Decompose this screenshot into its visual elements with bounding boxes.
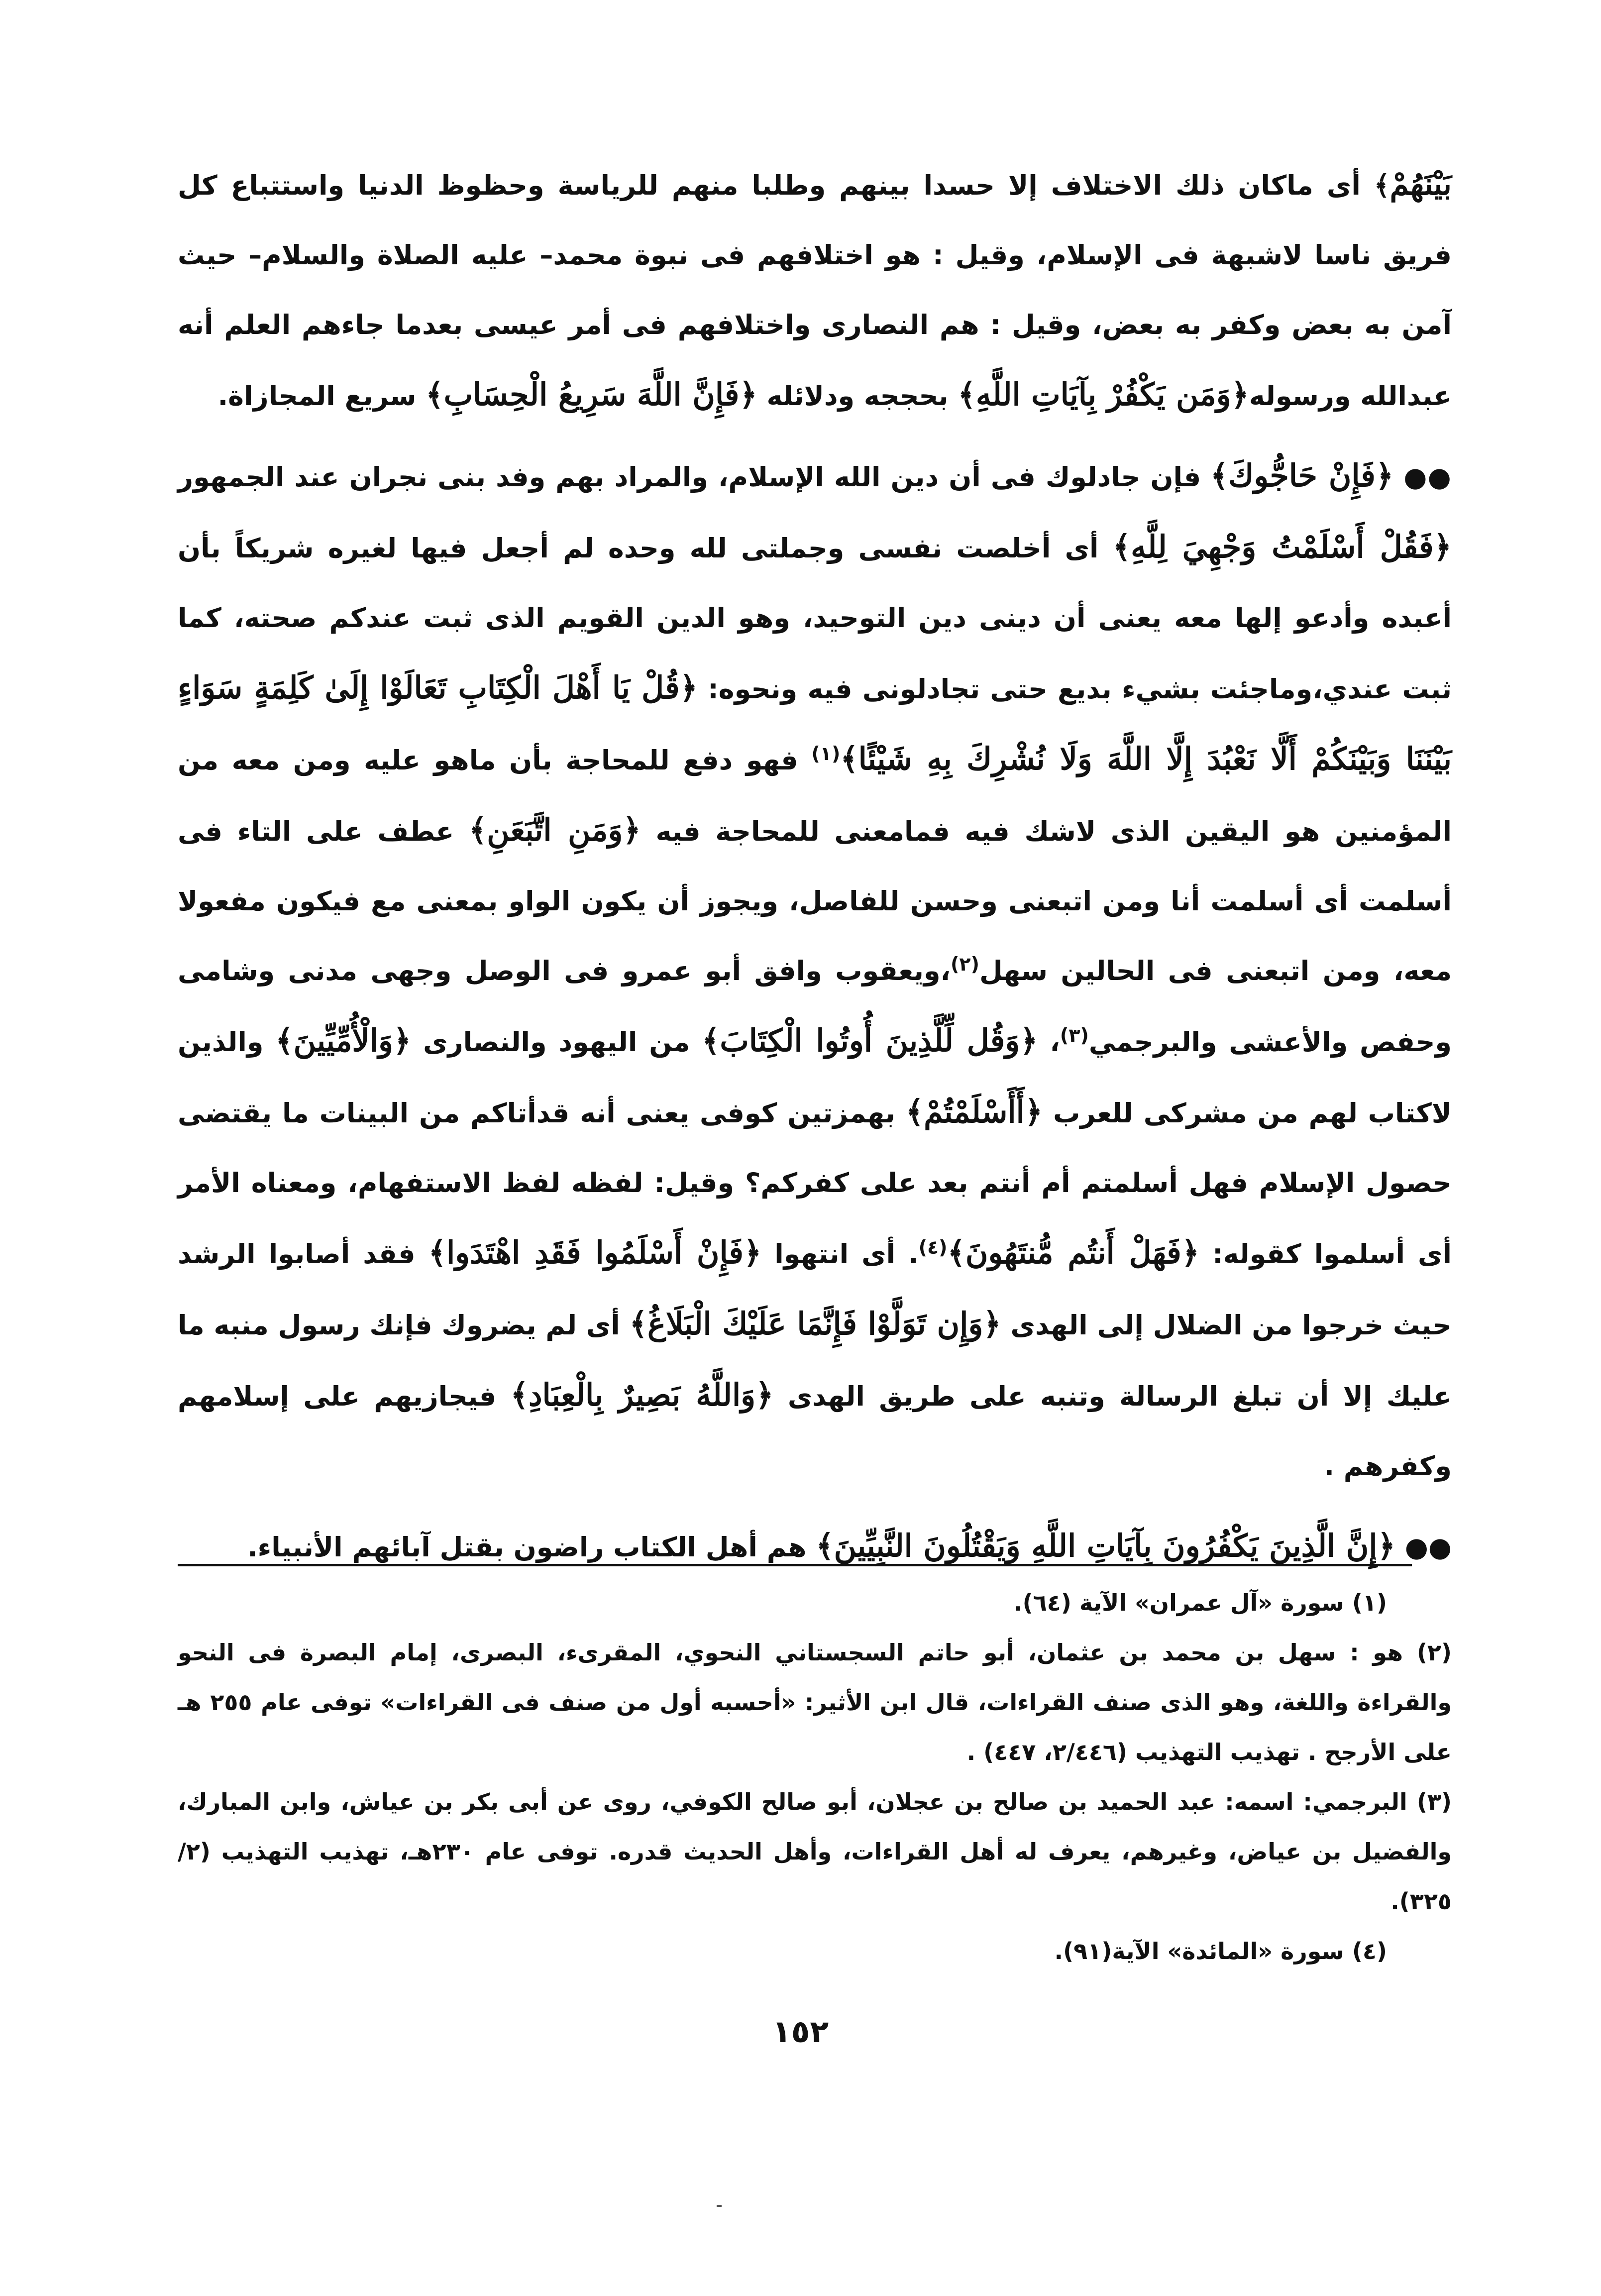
text-run: أى لم يضروك فإنك رسول منبه ما عليك إلا أن تبلغ الرسالة وتنبه على طريق الهدى	[178, 1310, 1452, 1412]
text-run: من اليهود والنصارى	[411, 1026, 702, 1058]
quran-verse: ﴿فَقُلْ أَسْلَمْتُ وَجْهِيَ لِلَّهِ﴾	[1112, 529, 1452, 565]
footnote-3: (٣) البرجمي: اسمه: عبد الحميد بن صالح بن عجلان، أبو صالح الكوفي، روى عن أبى بكر بن عياش، وابن المبارك، والفضيل بن عياض، وغيرهم، يعرف له أهل القراءات، وأهل الحديث قدره. توفى عام ٢٣٠هـ، تهذيب التهذيب (٢/ ٣٢٥).	[178, 1788, 1452, 1915]
quran-verse: ﴿وَمَنِ اتَّبَعَنِ﴾	[468, 812, 641, 848]
quran-verse: ﴿فَهَلْ أَنتُم مُّنتَهُونَ﴾	[947, 1234, 1200, 1271]
bullet-marker: ●●	[1393, 461, 1452, 493]
main-text	[178, 149, 1452, 1582]
text-run: أى أخلصت نفسى وجملتى لله وحده لم أجعل فيها لغيره شريكاً بأن أعبده وأدعو إلها معه يعنى أن دينى دين التوحيد، وهو الدين القويم الذى ثبت عندكم صحته، كما ثبت عندي،وماجئت بشيء بديع حتى تجادلونى فيه ونحوه:	[178, 533, 1452, 705]
bullet-marker: ●●	[1395, 1531, 1452, 1563]
quran-verse: ﴿أَأَسْلَمْتُمْ﴾	[905, 1093, 1043, 1130]
scan-speck	[717, 2205, 722, 2207]
text-run: فهو دفع للمحاجة بأن ماهو عليه ومن معه من المؤمنين هو اليقين الذى لاشك فيه فمامعنى للمحاجة فيه	[178, 745, 1452, 847]
quran-verse: ﴿وَالْأُمِّيِّينَ﴾	[275, 1022, 412, 1059]
text-run: فإن جادلوك فى أن دين الله الإسلام، والمراد بهم وفد بنى نجران عند الجمهور	[178, 461, 1210, 493]
footnote-ref: (٣)	[1060, 1024, 1089, 1046]
text-run: . أى انتهوا	[761, 1238, 919, 1270]
paragraph	[178, 149, 1452, 431]
footnote-1: (١) سورة «آل عمران» الآية (٦٤).	[1014, 1589, 1387, 1616]
quran-verse: ﴿وَقُل لِّلَّذِينَ أُوتُوا الْكِتَابَ﴾	[702, 1022, 1038, 1059]
paragraph	[178, 441, 1452, 1501]
footnote-ref: (٢)	[951, 953, 979, 975]
footnote-ref: (٤)	[918, 1236, 948, 1258]
paragraph	[178, 1511, 1452, 1582]
text-run: ،	[1038, 1026, 1060, 1058]
quran-verse: بَيْنَهُمْ	[1389, 166, 1452, 202]
quran-verse: ﴿وَاللَّهُ بَصِيرٌ بِالْعِبَادِ﴾	[510, 1377, 774, 1413]
footnote-2: (٢) هو : سهل بن محمد بن عثمان، أبو حاتم السجستاني النحوي، المقرىء، البصرى، إمام البصرة فى النحو والقراءة واللغة، وهو الذى صنف القراءات، قال ابن الأثير: «أحسبه أول من صنف فى القراءات» توفى عام ٢٥٥ هـ على الأرجح . تهذيب التهذيب (٢/٤٤٦، ٤٤٧) .	[178, 1639, 1452, 1765]
text-run: بهمزتين كوفى يعنى أنه قدأتاكم من البينات ما يقتضى حصول الإسلام فهل أسلمتم أم أنتم بعد على كفركم؟ وقيل: لفظه لفظ الاستفهام، ومعناه الأمر أى أسلموا كقوله:	[178, 1097, 1452, 1270]
quran-verse: ﴿فَإِنْ أَسْلَمُوا فَقَدِ اهْتَدَوا﴾	[428, 1234, 762, 1271]
quran-verse: ﴿فَإِنَّ اللَّهَ سَرِيعُ الْحِسَابِ﴾	[426, 376, 757, 413]
page-number: ١٥٢	[772, 2013, 829, 2050]
footnote-separator	[178, 1564, 1412, 1566]
text-run: هم أهل الكتاب راضون بقتل آبائهم الأنبياء.	[247, 1531, 816, 1563]
quran-verse: ﴿قُلْ يَا أَهْلَ الْكِتَابِ تَعَالَوْا إِلَىٰ كَلِمَةٍ سَوَاءٍ بَيْنَنَا وَبَيْنَكُمْ أَلَّا نَعْبُدَ إِلَّا اللَّهَ وَلَا نُشْرِكَ بِهِ شَيْئًا﴾	[178, 669, 1452, 777]
quran-verse: ﴿إِنَّ الَّذِينَ يَكْفُرُونَ بِآيَاتِ اللَّهِ وَيَقْتُلُونَ النَّبِيِّينَ﴾	[816, 1528, 1395, 1564]
text-run: ﴾ أى ماكان ذلك الاختلاف إلا حسدا بينهم وطلبا منهم للرياسة وحظوظ الدنيا واستتباع كل فريق ناسا لاشبهة فى الإسلام، وقيل : هو اختلافهم فى نبوة محمد– عليه الصلاة والسلام– حيث آمن به بعض وكفر به بعض، وقيل : هم النصارى واختلافهم فى أمر عيسى بعدما جاءهم العلم أنه عبدالله ورسوله	[178, 170, 1452, 412]
text-run: سريع المجازاة.	[217, 380, 426, 412]
paragraph-gap	[178, 1501, 1452, 1511]
quran-verse: ﴿فَإِنْ حَاجُّوكَ﴾	[1210, 457, 1394, 494]
footnote-4: (٤) سورة «المائدة» الآية(٩١).	[1054, 1938, 1387, 1965]
footnote-ref: (١)	[811, 743, 841, 765]
quran-verse: ﴿وَمَن يَكْفُرْ بِآيَاتِ اللَّهِ﴾	[958, 376, 1249, 413]
paragraph-gap	[178, 431, 1452, 441]
quran-verse: ﴿وَإِن تَوَلَّوْا فَإِنَّمَا عَلَيْكَ الْبَلَاغُ﴾	[629, 1306, 1001, 1342]
text-run: ،ويعقوب وافق أبو عمرو فى الوصل وجهى مدنى وشامى وحفص والأعشى والبرجمي	[178, 955, 1452, 1058]
text-run: بحججه ودلائله	[757, 380, 958, 412]
text-run: فقد أصابوا الرشد حيث خرجوا من الضلال إلى الهدى	[178, 1238, 1452, 1341]
footnotes	[178, 1578, 1452, 1976]
text-run: فيجازيهم على إسلامهم وكفرهم .	[178, 1381, 1452, 1482]
text-run: عطف على التاء فى أسلمت أى أسلمت أنا ومن اتبعنى وحسن للفاصل، ويجوز أن يكون الواو بمعنى مع فيكون مفعولا معه، ومن اتبعنى فى الحالين سهل	[178, 816, 1452, 986]
text-run: والذين لاكتاب لهم من مشركى للعرب	[178, 1026, 1452, 1129]
